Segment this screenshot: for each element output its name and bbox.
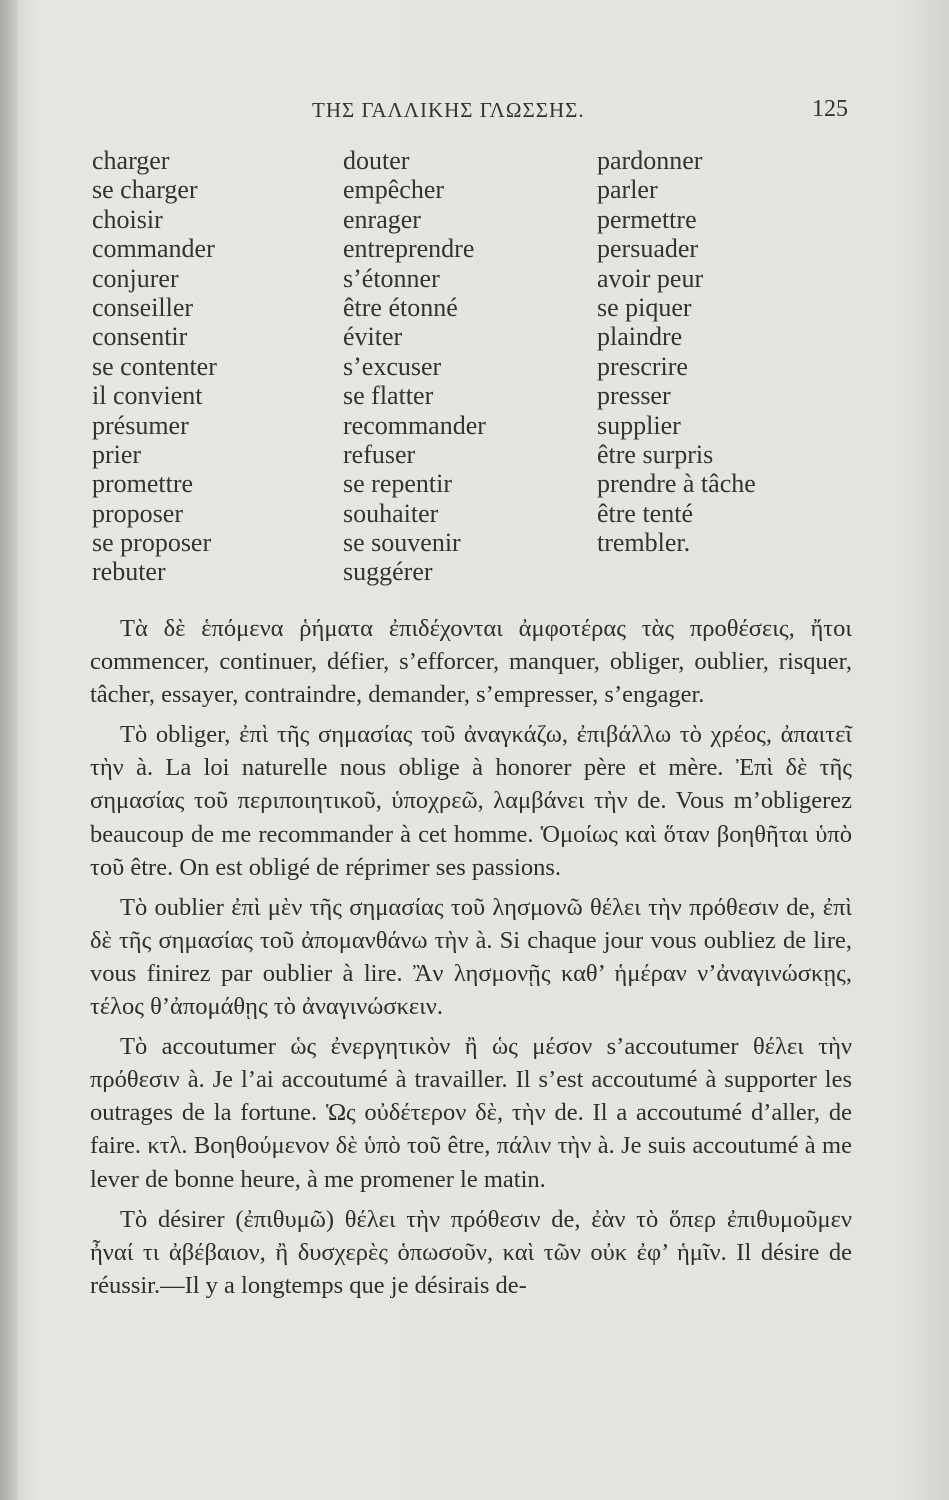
verb-item: conjurer [92, 263, 179, 293]
verb-item: éviter [343, 322, 403, 352]
body-text [90, 612, 852, 1309]
paragraph-both-prepositions: Τὰ δὲ ἑπόμενα ῥήματα ἐπιδέχονται ἀμφοτέρας τὰς προθέσεις, ἤτοι commencer, continuer, défier, s’efforcer, manquer, obliger, oublier, risquer, tâcher, essayer, contraindre, demander, s’empresser, s’engager. [90, 615, 852, 709]
verb-item: trembler. [597, 528, 691, 558]
verb-column-1 [92, 146, 217, 587]
verb-item: prier [92, 439, 142, 469]
verb-item: souhaiter [343, 498, 439, 528]
running-head: ΤΗΣ ΓΑΛΛΙΚΗΣ ΓΛΩΣΣΗΣ. [312, 98, 585, 122]
page-number: 125 [812, 96, 848, 122]
verb-item: consentir [92, 322, 188, 352]
verb-column-2 [343, 146, 486, 587]
verb-item: prendre à tâche [597, 469, 756, 499]
verb-item: se charger [92, 175, 198, 205]
paragraph-accoutumer: Τὸ accoutumer ὡς ἐνεργητικὸν ἢ ὡς μέσον s’accoutumer θέλει τὴν πρόθεσιν à. Je l’ai accoutumé à travailler. Il s’est accoutumé à supporter les outrages de la fortune. Ὡς οὐδέτερον δὲ, τὴν de. Il a accoutumé d’aller, de faire. κτλ. Βοηθούμενον δὲ ὑπὸ τοῦ être, πάλιν τὴν à. Je suis accoutumé à me lever de bonne heure, à me promener le matin. [90, 1033, 852, 1193]
verb-item: se repentir [343, 469, 453, 499]
verb-item: parler [597, 175, 658, 205]
paragraph-oublier: Τὸ oublier ἐπὶ μὲν τῆς σημασίας τοῦ λησμονῶ θέλει τὴν πρόθεσιν de, ἐπὶ δὲ τῆς σημασίας τοῦ ἀπομανθάνω τὴν à. Si chaque jour vous oubliez de lire, vous finirez par oublier à lire. Ἂν λησμονῇς καθ’ ἡμέραν ν’ἀναγινώσκῃς, τέλος θ’ἀπομάθῃς τὸ ἀναγινώσκειν. [90, 893, 852, 1021]
verb-item: se proposer [92, 528, 212, 558]
verb-item: pardonner [597, 146, 703, 175]
page-header [0, 96, 949, 132]
page-binding-edge [0, 0, 18, 1500]
paragraph-obliger: Τὸ obliger, ἐπὶ τῆς σημασίας τοῦ ἀναγκάζω, ἐπιβάλλω τὸ χρέος, ἀπαιτεῖ τὴν à. La loi naturelle nous oblige à honorer père et mère. Ἐπὶ δὲ τῆς σημασίας τοῦ περιποιητικοῦ, ὑποχρεῶ, λαμβάνει τὴν de. Vous m’obligerez beaucoup de me recommander à cet homme. Ὁμοίως καὶ ὅταν βοηθῆται ὑπὸ τοῦ être. On est obligé de réprimer ses passions. [90, 721, 852, 881]
verb-item: plaindre [597, 322, 683, 352]
verb-column-3 [597, 146, 756, 557]
verb-item: choisir [92, 204, 163, 234]
verb-item: suggérer [343, 557, 433, 587]
verb-item: entreprendre [343, 234, 475, 264]
verb-item: avoir peur [597, 263, 704, 293]
verb-item: supplier [597, 410, 681, 440]
verb-item: être surpris [597, 439, 714, 469]
verb-item: se souvenir [343, 528, 461, 558]
verb-item: proposer [92, 498, 183, 528]
verb-item: s’excuser [343, 351, 442, 381]
verb-item: douter [343, 146, 410, 175]
verb-item: il convient [92, 381, 203, 411]
verb-item: enrager [343, 204, 421, 234]
verb-item: s’étonner [343, 263, 440, 293]
verb-item: être tenté [597, 498, 693, 528]
verb-item: se piquer [597, 292, 692, 322]
verb-item: permettre [597, 204, 697, 234]
verb-item: se flatter [343, 381, 434, 411]
verb-item: persuader [597, 234, 699, 264]
verb-item: commander [92, 234, 215, 264]
verb-item: prescrire [597, 351, 688, 381]
verb-item: rebuter [92, 557, 166, 587]
verb-item: promettre [92, 469, 194, 499]
verb-item: charger [92, 146, 170, 175]
verb-item: refuser [343, 439, 416, 469]
verb-item: conseiller [92, 292, 194, 322]
paragraph-desirer: Τὸ désirer (ἐπιθυμῶ) θέλει τὴν πρόθεσιν de, ἐὰν τὸ ὅπερ ἐπιθυμοῦμεν ἦναί τι ἀβέβαιον, ἢ δυσχερὲς ὁπωσοῦν, καὶ τῶν οὐκ ἐφ’ ἡμῖν. Il désire de réussir.—Il y a longtemps que je désirais de- [90, 1205, 852, 1299]
verb-item: présumer [92, 410, 189, 440]
verb-item: presser [597, 381, 671, 411]
verb-item: empêcher [343, 175, 445, 205]
verb-item: se contenter [92, 351, 217, 381]
verb-item: recommander [343, 410, 486, 440]
verb-item: être étonné [343, 292, 458, 322]
